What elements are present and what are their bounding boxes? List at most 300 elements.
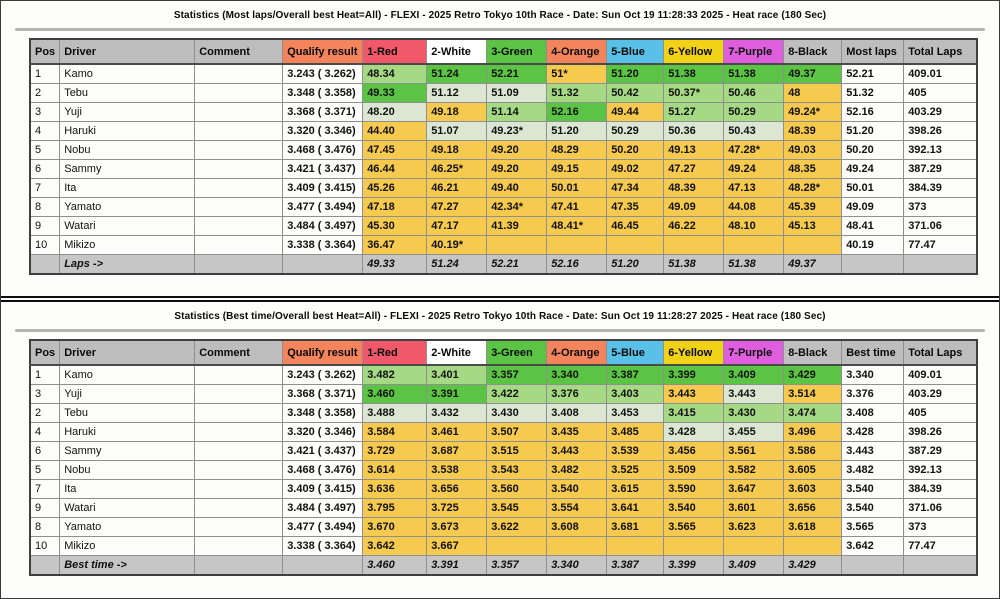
cell-lane-3: 49.20	[487, 140, 547, 159]
cell-lane-8: 3.656	[784, 498, 842, 517]
footer-label: Laps ->	[60, 254, 195, 274]
cell-comment	[195, 479, 283, 498]
cell-comment	[195, 197, 283, 216]
cell-lane-1: 46.44	[363, 159, 427, 178]
cell-qualify: 3.409 ( 3.415)	[283, 178, 363, 197]
cell-lane-5: 51.20	[607, 64, 664, 83]
cell-lane-1: 3.670	[363, 517, 427, 536]
cell-lane-3: 3.560	[487, 479, 547, 498]
cell-comment	[195, 498, 283, 517]
cell-lane-5: 3.453	[607, 403, 664, 422]
cell-result: 52.16	[842, 102, 904, 121]
cell-lane-5: 3.681	[607, 517, 664, 536]
column-header-comment: Comment	[195, 39, 283, 64]
cell-lane-3: 3.430	[487, 403, 547, 422]
cell-lane-6: 3.415	[664, 403, 724, 422]
cell-total: 392.13	[904, 140, 977, 159]
cell-result: 50.01	[842, 178, 904, 197]
cell-comment	[195, 159, 283, 178]
cell-lane-8: 48	[784, 83, 842, 102]
cell-result: 3.340	[842, 365, 904, 384]
footer-lane-value-4: 3.340	[547, 555, 607, 575]
cell-lane-1: 3.795	[363, 498, 427, 517]
column-header-lane-5: 5-Blue	[607, 340, 664, 365]
table-row	[30, 159, 977, 178]
cell-lane-5: 3.539	[607, 441, 664, 460]
cell-lane-6: 3.509	[664, 460, 724, 479]
cell-qualify: 3.368 ( 3.371)	[283, 384, 363, 403]
cell-qualify: 3.243 ( 3.262)	[283, 64, 363, 83]
most-laps-table	[29, 38, 978, 275]
cell-result: 3.376	[842, 384, 904, 403]
cell-lane-2: 3.673	[427, 517, 487, 536]
cell-lane-4: 3.435	[547, 422, 607, 441]
cell-result: 51.20	[842, 121, 904, 140]
cell-qualify: 3.338 ( 3.364)	[283, 235, 363, 254]
column-header-lane-5: 5-Blue	[607, 39, 664, 64]
cell-lane-2: 3.687	[427, 441, 487, 460]
cell-comment	[195, 536, 283, 555]
cell-lane-6: 51.27	[664, 102, 724, 121]
page-title-best-time: Statistics (Best time/Overall best Heat=All) - FLEXI - 2025 Retro Tokyo 10th Race - Date: Sun Oct 19 11:28:27 2025 - Heat race (180 Sec)	[174, 311, 826, 322]
cell-lane-4: 3.376	[547, 384, 607, 403]
cell-qualify: 3.348 ( 3.358)	[283, 403, 363, 422]
cell-lane-2: 47.27	[427, 197, 487, 216]
cell-result: 3.443	[842, 441, 904, 460]
column-header-total: Total Laps	[904, 340, 977, 365]
cell-pos: 10	[30, 536, 60, 555]
footer-cell-qualify	[283, 254, 363, 274]
cell-pos: 6	[30, 441, 60, 460]
cell-lane-2: 3.432	[427, 403, 487, 422]
cell-lane-8: 3.618	[784, 517, 842, 536]
cell-lane-3: 42.34*	[487, 197, 547, 216]
cell-qualify: 3.468 ( 3.476)	[283, 140, 363, 159]
cell-total: 371.06	[904, 498, 977, 517]
cell-lane-7: 47.13	[724, 178, 784, 197]
table-row	[30, 140, 977, 159]
cell-result: 48.41	[842, 216, 904, 235]
table-row	[30, 517, 977, 536]
cell-comment	[195, 121, 283, 140]
cell-lane-4: 3.408	[547, 403, 607, 422]
column-header-driver: Driver	[60, 39, 195, 64]
column-header-lane-2: 2-White	[427, 340, 487, 365]
cell-lane-8: 3.474	[784, 403, 842, 422]
footer-cell-total	[904, 555, 977, 575]
cell-result: 3.540	[842, 479, 904, 498]
column-header-driver: Driver	[60, 340, 195, 365]
cell-lane-5: 3.615	[607, 479, 664, 498]
cell-lane-7: 3.647	[724, 479, 784, 498]
table-row	[30, 460, 977, 479]
table-row	[30, 197, 977, 216]
table-row	[30, 498, 977, 517]
cell-lane-3: 3.515	[487, 441, 547, 460]
cell-lane-5: 50.20	[607, 140, 664, 159]
cell-result: 49.09	[842, 197, 904, 216]
cell-result: 40.19	[842, 235, 904, 254]
cell-driver: Yamato	[60, 517, 195, 536]
cell-lane-6: 49.13	[664, 140, 724, 159]
column-header-lane-8: 8-Black	[784, 39, 842, 64]
column-header-qualify: Qualify result	[283, 340, 363, 365]
footer-row	[30, 254, 977, 274]
footer-lane-value-7: 51.38	[724, 254, 784, 274]
cell-driver: Sammy	[60, 159, 195, 178]
table-header-row	[30, 340, 977, 365]
column-header-pos: Pos	[30, 340, 60, 365]
cell-lane-3: 51.14	[487, 102, 547, 121]
cell-lane-1: 3.460	[363, 384, 427, 403]
cell-lane-2: 3.461	[427, 422, 487, 441]
cell-lane-2: 3.401	[427, 365, 487, 384]
cell-result: 3.408	[842, 403, 904, 422]
column-header-result: Best time	[842, 340, 904, 365]
column-header-lane-1: 1-Red	[363, 340, 427, 365]
cell-qualify: 3.320 ( 3.346)	[283, 422, 363, 441]
cell-comment	[195, 83, 283, 102]
footer-lane-value-6: 3.399	[664, 555, 724, 575]
cell-total: 373	[904, 197, 977, 216]
cell-lane-7: 3.561	[724, 441, 784, 460]
cell-result: 52.21	[842, 64, 904, 83]
cell-pos: 2	[30, 403, 60, 422]
cell-qualify: 3.338 ( 3.364)	[283, 536, 363, 555]
cell-lane-8: 3.605	[784, 460, 842, 479]
cell-lane-8: 3.603	[784, 479, 842, 498]
cell-lane-3: 3.357	[487, 365, 547, 384]
cell-total: 373	[904, 517, 977, 536]
cell-driver: Sammy	[60, 441, 195, 460]
footer-lane-value-2: 51.24	[427, 254, 487, 274]
cell-driver: Nobu	[60, 140, 195, 159]
cell-pos: 9	[30, 498, 60, 517]
cell-total: 405	[904, 403, 977, 422]
cell-lane-7: 3.582	[724, 460, 784, 479]
cell-lane-7: 44.08	[724, 197, 784, 216]
cell-lane-2: 3.391	[427, 384, 487, 403]
cell-lane-2: 51.07	[427, 121, 487, 140]
cell-lane-3: 3.622	[487, 517, 547, 536]
cell-lane-5: 3.403	[607, 384, 664, 403]
cell-lane-1: 47.18	[363, 197, 427, 216]
cell-lane-6: 3.590	[664, 479, 724, 498]
cell-lane-5: 3.387	[607, 365, 664, 384]
cell-total: 409.01	[904, 64, 977, 83]
cell-lane-7: 49.24	[724, 159, 784, 178]
cell-comment	[195, 102, 283, 121]
cell-comment	[195, 216, 283, 235]
cell-lane-1: 3.636	[363, 479, 427, 498]
cell-lane-8: 48.28*	[784, 178, 842, 197]
cell-lane-4: 3.482	[547, 460, 607, 479]
table-header-row	[30, 39, 977, 64]
column-header-lane-4: 4-Orange	[547, 340, 607, 365]
table-row	[30, 102, 977, 121]
cell-pos: 7	[30, 178, 60, 197]
cell-result: 50.20	[842, 140, 904, 159]
cell-driver: Mikizo	[60, 536, 195, 555]
column-header-lane-3: 3-Green	[487, 39, 547, 64]
cell-total: 398.26	[904, 422, 977, 441]
footer-lane-value-1: 49.33	[363, 254, 427, 274]
cell-driver: Haruki	[60, 121, 195, 140]
page-title-most-laps: Statistics (Most laps/Overall best Heat=All) - FLEXI - 2025 Retro Tokyo 10th Race - Date: Sun Oct 19 11:28:33 2025 - Heat race (180 Sec)	[173, 10, 827, 21]
table-row	[30, 64, 977, 83]
cell-pos: 2	[30, 83, 60, 102]
footer-lane-value-8: 49.37	[784, 254, 842, 274]
cell-lane-2: 46.21	[427, 178, 487, 197]
cell-result: 3.565	[842, 517, 904, 536]
cell-lane-2: 49.18	[427, 140, 487, 159]
table-row	[30, 479, 977, 498]
cell-lane-2: 47.17	[427, 216, 487, 235]
footer-lane-value-3: 3.357	[487, 555, 547, 575]
cell-lane-1: 44.40	[363, 121, 427, 140]
cell-lane-1: 48.20	[363, 102, 427, 121]
cell-pos: 6	[30, 159, 60, 178]
header-row	[30, 340, 977, 365]
cell-total: 387.29	[904, 159, 977, 178]
cell-lane-5: 3.641	[607, 498, 664, 517]
title-divider	[15, 28, 985, 31]
cell-driver: Kamo	[60, 365, 195, 384]
footer-lane-value-7: 3.409	[724, 555, 784, 575]
table-row	[30, 216, 977, 235]
cell-lane-5	[607, 235, 664, 254]
table-row	[30, 121, 977, 140]
cell-lane-2: 51.12	[427, 83, 487, 102]
cell-lane-4	[547, 536, 607, 555]
cell-driver: Yamato	[60, 197, 195, 216]
footer-cell-result	[842, 555, 904, 575]
footer-lane-value-1: 3.460	[363, 555, 427, 575]
title-divider	[15, 329, 985, 332]
cell-result: 51.32	[842, 83, 904, 102]
cell-lane-3: 52.21	[487, 64, 547, 83]
cell-pos: 4	[30, 422, 60, 441]
cell-lane-4: 50.01	[547, 178, 607, 197]
cell-result: 49.24	[842, 159, 904, 178]
cell-pos: 8	[30, 197, 60, 216]
cell-lane-6: 46.22	[664, 216, 724, 235]
cell-driver: Mikizo	[60, 235, 195, 254]
cell-driver: Watari	[60, 498, 195, 517]
cell-lane-8	[784, 235, 842, 254]
cell-pos: 3	[30, 102, 60, 121]
cell-lane-7	[724, 235, 784, 254]
cell-pos: 8	[30, 517, 60, 536]
cell-lane-5: 3.485	[607, 422, 664, 441]
column-header-total: Total Laps	[904, 39, 977, 64]
table-row	[30, 403, 977, 422]
cell-qualify: 3.409 ( 3.415)	[283, 479, 363, 498]
column-header-comment: Comment	[195, 340, 283, 365]
cell-pos: 7	[30, 479, 60, 498]
footer-row	[30, 555, 977, 575]
cell-lane-8: 48.39	[784, 121, 842, 140]
footer-lane-value-6: 51.38	[664, 254, 724, 274]
cell-pos: 4	[30, 121, 60, 140]
footer-lane-value-3: 52.21	[487, 254, 547, 274]
footer-cell-pos	[30, 555, 60, 575]
cell-lane-8: 3.429	[784, 365, 842, 384]
cell-comment	[195, 384, 283, 403]
cell-lane-2: 51.24	[427, 64, 487, 83]
cell-driver: Ita	[60, 479, 195, 498]
cell-lane-5: 49.02	[607, 159, 664, 178]
cell-lane-1: 3.488	[363, 403, 427, 422]
cell-lane-5	[607, 536, 664, 555]
cell-lane-7: 3.443	[724, 384, 784, 403]
column-header-pos: Pos	[30, 39, 60, 64]
column-header-lane-3: 3-Green	[487, 340, 547, 365]
cell-total: 77.47	[904, 235, 977, 254]
cell-lane-1: 48.34	[363, 64, 427, 83]
best-time-table	[29, 339, 978, 576]
cell-lane-7: 50.43	[724, 121, 784, 140]
cell-lane-4: 52.16	[547, 102, 607, 121]
cell-qualify: 3.484 ( 3.497)	[283, 216, 363, 235]
cell-pos: 3	[30, 384, 60, 403]
cell-lane-7: 50.46	[724, 83, 784, 102]
cell-comment	[195, 178, 283, 197]
cell-lane-8: 3.514	[784, 384, 842, 403]
cell-lane-3: 3.507	[487, 422, 547, 441]
table-body	[30, 365, 977, 555]
cell-comment	[195, 517, 283, 536]
cell-lane-5: 47.34	[607, 178, 664, 197]
cell-driver: Kamo	[60, 64, 195, 83]
cell-lane-2: 49.18	[427, 102, 487, 121]
cell-driver: Nobu	[60, 460, 195, 479]
column-header-lane-4: 4-Orange	[547, 39, 607, 64]
cell-lane-1: 47.45	[363, 140, 427, 159]
cell-lane-8: 3.586	[784, 441, 842, 460]
cell-total: 403.29	[904, 102, 977, 121]
column-header-lane-1: 1-Red	[363, 39, 427, 64]
cell-pos: 1	[30, 365, 60, 384]
footer-cell-pos	[30, 254, 60, 274]
cell-lane-7: 47.28*	[724, 140, 784, 159]
table-row	[30, 83, 977, 102]
cell-lane-8: 49.24*	[784, 102, 842, 121]
cell-lane-3: 49.20	[487, 159, 547, 178]
cell-lane-6: 3.456	[664, 441, 724, 460]
cell-lane-3: 3.543	[487, 460, 547, 479]
cell-driver: Tebu	[60, 83, 195, 102]
cell-lane-6: 51.38	[664, 64, 724, 83]
cell-qualify: 3.484 ( 3.497)	[283, 498, 363, 517]
cell-total: 384.39	[904, 178, 977, 197]
cell-driver: Watari	[60, 216, 195, 235]
column-header-lane-7: 7-Purple	[724, 39, 784, 64]
cell-lane-3	[487, 235, 547, 254]
cell-total: 405	[904, 83, 977, 102]
table-row	[30, 384, 977, 403]
cell-lane-1: 49.33	[363, 83, 427, 102]
cell-qualify: 3.320 ( 3.346)	[283, 121, 363, 140]
cell-lane-4: 3.554	[547, 498, 607, 517]
cell-total: 392.13	[904, 460, 977, 479]
cell-lane-3: 49.23*	[487, 121, 547, 140]
footer-cell-result	[842, 254, 904, 274]
cell-lane-3: 51.09	[487, 83, 547, 102]
cell-lane-4: 3.443	[547, 441, 607, 460]
cell-lane-5: 50.42	[607, 83, 664, 102]
cell-result: 3.642	[842, 536, 904, 555]
cell-qualify: 3.477 ( 3.494)	[283, 517, 363, 536]
cell-lane-5: 50.29	[607, 121, 664, 140]
cell-lane-3: 3.422	[487, 384, 547, 403]
cell-qualify: 3.468 ( 3.476)	[283, 460, 363, 479]
cell-total: 403.29	[904, 384, 977, 403]
cell-qualify: 3.368 ( 3.371)	[283, 102, 363, 121]
cell-driver: Yuji	[60, 102, 195, 121]
cell-lane-1: 3.584	[363, 422, 427, 441]
table-row	[30, 178, 977, 197]
cell-lane-7: 3.455	[724, 422, 784, 441]
cell-lane-4: 51.20	[547, 121, 607, 140]
cell-driver: Yuji	[60, 384, 195, 403]
cell-lane-1: 36.47	[363, 235, 427, 254]
cell-total: 384.39	[904, 479, 977, 498]
cell-comment	[195, 64, 283, 83]
cell-lane-7: 50.29	[724, 102, 784, 121]
cell-comment	[195, 441, 283, 460]
cell-lane-6: 3.399	[664, 365, 724, 384]
footer-lane-value-5: 51.20	[607, 254, 664, 274]
report-page-most-laps	[1, 1, 999, 298]
cell-lane-4: 48.29	[547, 140, 607, 159]
cell-lane-7: 51.38	[724, 64, 784, 83]
cell-lane-6: 3.540	[664, 498, 724, 517]
cell-total: 398.26	[904, 121, 977, 140]
cell-lane-7	[724, 536, 784, 555]
cell-lane-7: 48.10	[724, 216, 784, 235]
cell-result: 3.428	[842, 422, 904, 441]
cell-comment	[195, 403, 283, 422]
footer-lane-value-5: 3.387	[607, 555, 664, 575]
cell-lane-6: 50.36	[664, 121, 724, 140]
cell-comment	[195, 235, 283, 254]
cell-pos: 9	[30, 216, 60, 235]
cell-lane-4: 3.540	[547, 479, 607, 498]
footer-cell-qualify	[283, 555, 363, 575]
cell-lane-7: 3.601	[724, 498, 784, 517]
cell-lane-7: 3.623	[724, 517, 784, 536]
cell-lane-4: 51*	[547, 64, 607, 83]
cell-lane-2: 3.656	[427, 479, 487, 498]
cell-lane-1: 45.26	[363, 178, 427, 197]
cell-total: 409.01	[904, 365, 977, 384]
cell-lane-8: 45.39	[784, 197, 842, 216]
cell-lane-3: 3.545	[487, 498, 547, 517]
cell-lane-2: 3.538	[427, 460, 487, 479]
cell-lane-3: 41.39	[487, 216, 547, 235]
table-body	[30, 64, 977, 254]
cell-lane-4: 51.32	[547, 83, 607, 102]
cell-lane-7: 3.430	[724, 403, 784, 422]
cell-lane-6: 3.428	[664, 422, 724, 441]
table-row	[30, 536, 977, 555]
table-footer-row	[30, 555, 977, 575]
cell-lane-4: 3.340	[547, 365, 607, 384]
cell-pos: 10	[30, 235, 60, 254]
cell-lane-4: 49.15	[547, 159, 607, 178]
cell-lane-5: 46.45	[607, 216, 664, 235]
